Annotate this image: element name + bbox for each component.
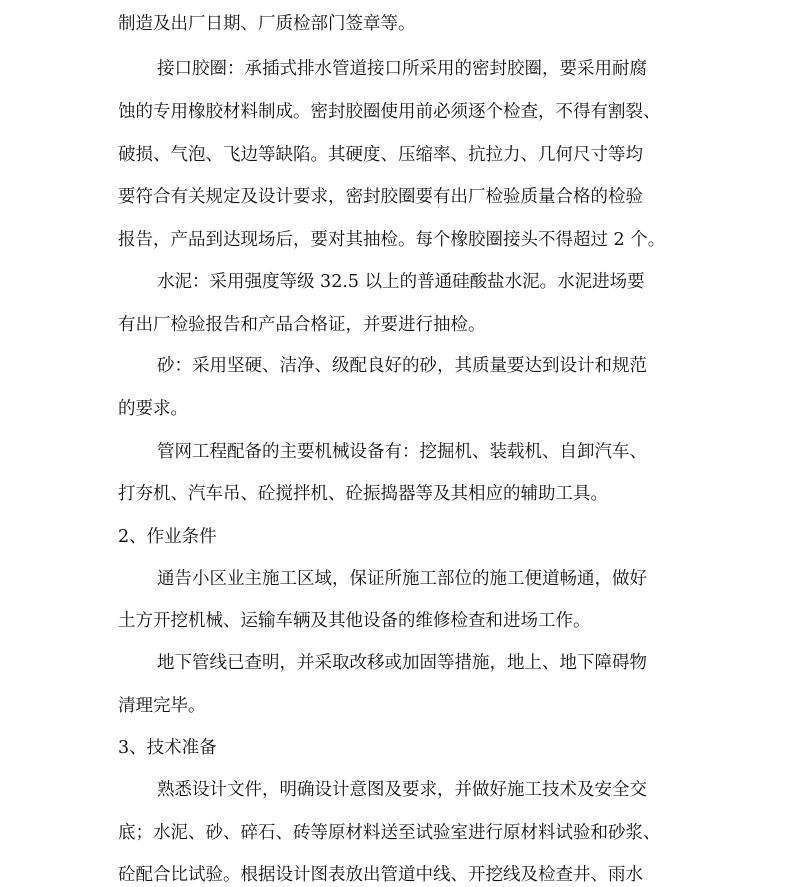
paragraph-rubber-ring: 接口胶圈：承插式排水管道接口所采用的密封胶圈，要采用耐腐 [157,59,647,79]
paragraph-cement: 水泥：采用强度等级 32.5 以上的普通硅酸盐水泥。水泥进场要 [157,272,645,292]
text-line: 要符合有关规定及设计要求，密封胶圈要有出厂检验质量合格的检验 [118,187,643,207]
text-line: 制造及出厂日期、厂质检部门签章等。 [118,14,416,34]
paragraph-design-docs: 熟悉设计文件，明确设计意图及要求，并做好施工技术及安全交 [157,780,647,800]
paragraph-notice: 通告小区业主施工区域，保证所施工部位的施工便道畅通，做好 [157,569,647,589]
paragraph-pipelines: 地下管线已查明，并采取改移或加固等措施，地上、地下障碍物 [157,653,647,673]
text-line: 打夯机、汽车吊、砼搅拌机、砼振捣器等及其相应的辅助工具。 [118,484,608,504]
text-line: 土方开挖机械、运输车辆及其他设备的维修检查和进场工作。 [118,611,591,631]
text-line: 底；水泥、砂、碎石、砖等原材料送至试验室进行原材料试验和砂浆、 [118,823,661,843]
text-line: 破损、气泡、飞边等缺陷。其硬度、压缩率、抗拉力、几何尺寸等均 [118,145,643,165]
text-line: 有出厂检验报告和产品合格证，并要进行抽检。 [118,315,486,335]
text-line: 蚀的专用橡胶材料制成。密封胶圈使用前必须逐个检查，不得有割裂、 [118,102,661,122]
section-heading-technical-prep: 3、技术准备 [118,738,217,758]
text-line: 的要求。 [118,399,188,419]
text-line: 砼配合比试验。根据设计图表放出管道中线、开挖线及检查井、雨水 [118,865,643,885]
text-line: 报告，产品到达现场后，要对其抽检。每个橡胶圈接头不得超过 2 个。 [118,230,666,250]
paragraph-sand: 砂：采用坚硬、洁净、级配良好的砂，其质量要达到设计和规范 [157,356,647,376]
paragraph-machinery: 管网工程配备的主要机械设备有：挖掘机、装载机、自卸汽车、 [157,442,647,462]
text-line: 清理完毕。 [118,696,206,716]
section-heading-work-conditions: 2、作业条件 [118,527,217,547]
